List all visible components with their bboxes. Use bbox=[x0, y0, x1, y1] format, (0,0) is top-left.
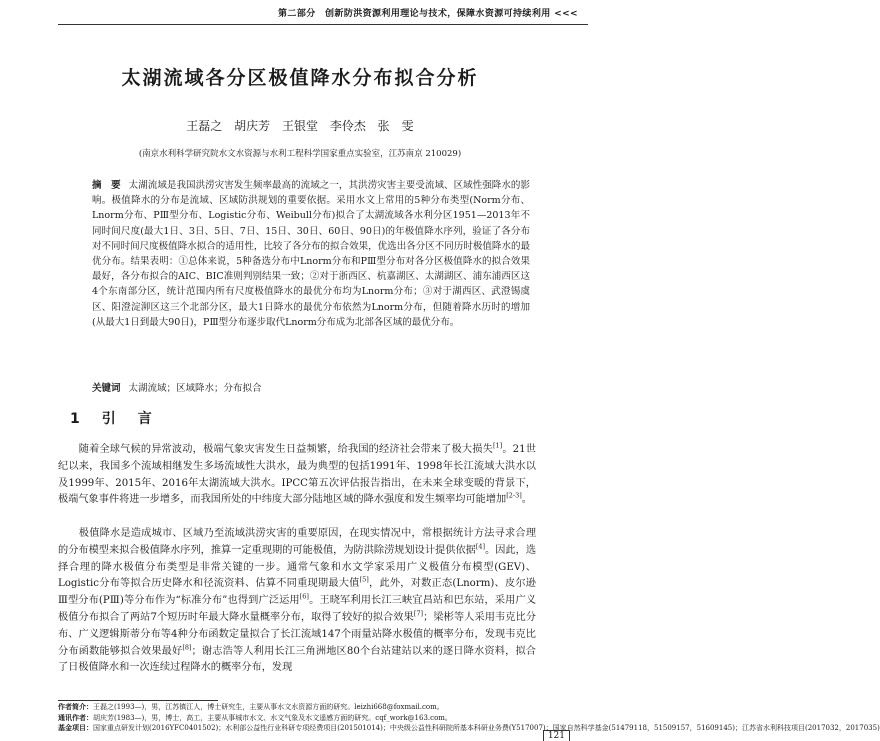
section-heading bbox=[70, 408, 156, 428]
section-title: 引 言 bbox=[101, 411, 156, 427]
keywords-label: 关键词 bbox=[92, 383, 121, 394]
citation-ref: [8] bbox=[182, 643, 192, 652]
p2-text: ；梁彬等人采用韦克比分布、广义逻辑斯蒂分布等4种分布函数定量拟合了长江流域147个雨量站降水极值的概率分布，发现韦克比分布函数能够拟合效果最好 bbox=[58, 611, 536, 657]
author-name: 胡庆芳 bbox=[234, 119, 271, 133]
author-name: 李伶杰 bbox=[329, 119, 366, 133]
citation-ref: [5] bbox=[359, 576, 369, 584]
author-name: 王磊之 bbox=[186, 119, 223, 133]
abstract-label: 摘 要 bbox=[92, 180, 121, 191]
p1-text: 随着全球气候的异常波动，极端气象灾害发生日益频繁，给我国的经济社会带来了极大损失 bbox=[78, 444, 493, 455]
citation-ref: [1] bbox=[492, 441, 503, 450]
body-paragraph-1 bbox=[58, 442, 536, 509]
citation-ref: [2-3] bbox=[506, 492, 522, 500]
citation-ref: [6] bbox=[299, 592, 309, 601]
p1-text: 。21世纪以来，我国多个流域相继发生多场流域性大洪水，最为典型的包括1991年、1998年长江流域大洪水以及1999年、2015年、2016年太湖流域大洪水。IPCC第五次评估报告指出，在未来全球变暖的背景下，极端气象事件将进一步增多，而我国所处的中纬度大部分陆地区域的降水强度和发生频率均可能增加 bbox=[58, 444, 536, 506]
p1-text: 。 bbox=[521, 494, 532, 506]
abstract-text: 太湖流域是我国洪涝灾害发生频率最高的流域之一，其洪涝灾害主要受流域、区域性强降水的影响。极值降水的分布是流域、区域防洪规划的重要依据。采用水文上常用的5种分布类型(Norm分布、Lnorm分布、PⅢ型分布、Logistic分布、Weibull分布)拟合了太湖流域各水利分区1951—2013年不同时间尺度(最大1日、3日、5日、7日、15日、30日、60日、90日)的年极值降水序列，验证了各分布对不同时间尺度极值降水拟合的适用性，比较了各分布的拟合效果，优选出各分区不同历时极值降水的最优分布。结果表明：①总体来说，5种备选分布中Lnorm分布和PⅢ型分布对各分区极值降水的拟合效果最好，各分布拟合的AIC、BIC准则判别结果一致；②对于浙西区、杭嘉湖区、太湖湖区、浦东浦西区这4个东南部分区，统计范围内所有尺度极值降水的最优分布均为Lnorm分布；③对于湖西区、武澄锡虞区、阳澄淀泖区这三个北部分区，最大1日降水的最优分布依然为Lnorm分布，但随着降水历时的增加(从最大1日到最大90日)，PⅢ型分布逐步取代Lnorm分布成为北部各区域的最优分布。 bbox=[92, 180, 530, 328]
p2-text: 极值降水是造成城市、区域乃至流域洪涝灾害的重要原因，在现实情况中，常根据统计方法寻求合理的分布模型来拟合极值降水序列，推算一定重现期的可能极值，为防洪除涝规划设计提供依据 bbox=[58, 528, 537, 556]
author-name: 张 雯 bbox=[377, 119, 414, 133]
header-rule bbox=[58, 24, 588, 25]
p2-text: 。因此，选择合理的降水极值分布类型是非常关键的一步。通常气象和水文学家采用广义极值分布模型(GEV)、Logistic分布等拟合历史降水和径流资料、估算不同重现期最大值 bbox=[58, 544, 537, 590]
citation-ref: [4] bbox=[475, 542, 486, 551]
p2-text: ，此外，对数正态(Lnorm)、皮尔逊Ⅲ型分布(PⅢ)等分布作为“标准分布”也得到广泛运用 bbox=[58, 578, 536, 607]
footnote-rule bbox=[58, 700, 218, 701]
running-head: 第二部分 创新防洪资源利用理论与技术，保障水资源可持续利用 <<< bbox=[278, 9, 578, 19]
section-number: 1 bbox=[70, 411, 84, 427]
keywords bbox=[92, 380, 530, 394]
footnote-author-bio: 作者简介：王磊之(1993—)，男，江苏镇江人，博士研究生，主要从事水文水资源方面的研究。leizhi668@foxmail.com。 bbox=[58, 703, 444, 711]
citation-ref: [7] bbox=[413, 609, 424, 618]
author-list bbox=[0, 117, 600, 134]
p2-text: 。王晓军利用长江三峡宜昌站和巴东站，采用广义极值分布拟合了两站7个短历时年最大降水量概率分布，取得了较好的拟合效果 bbox=[58, 595, 537, 623]
footnote-funding: 基金项目：国家重点研发计划(2016YFC0401502)；水利部公益性行业科研专项经费项目(201501014)；中央级公益性科研院所基本科研业务费(Y517007)；国家自然科学基金(51479118，51509157，51609145)；江苏省水利科技项目(2017032，2017035) bbox=[58, 724, 880, 732]
body-paragraph-2 bbox=[58, 526, 536, 677]
page-number: 121 bbox=[543, 730, 570, 741]
abstract bbox=[92, 178, 530, 330]
author-name: 王银堂 bbox=[281, 119, 318, 133]
footnotes bbox=[58, 702, 880, 734]
keywords-text: 太湖流域；区域降水；分布拟合 bbox=[128, 383, 262, 394]
paper-title: 太湖流域各分区极值降水分布拟合分析 bbox=[121, 67, 479, 89]
footnote-corresponding: 通讯作者：胡庆芳(1983—)，男，博士，高工，主要从事城市水文、水文气象及水文遥感方面的研究。cqf_work@163.com。 bbox=[58, 713, 452, 722]
affiliation: (南京水利科学研究院水文水资源与水利工程科学国家重点实验室，江苏南京 210029) bbox=[138, 149, 462, 159]
p2-text: ；谢志浩等人利用长江三角洲地区80个台站建站以来的逐日降水资料，拟合了日极值降水和一次连续过程降水的概率分布，发现 bbox=[58, 645, 536, 674]
